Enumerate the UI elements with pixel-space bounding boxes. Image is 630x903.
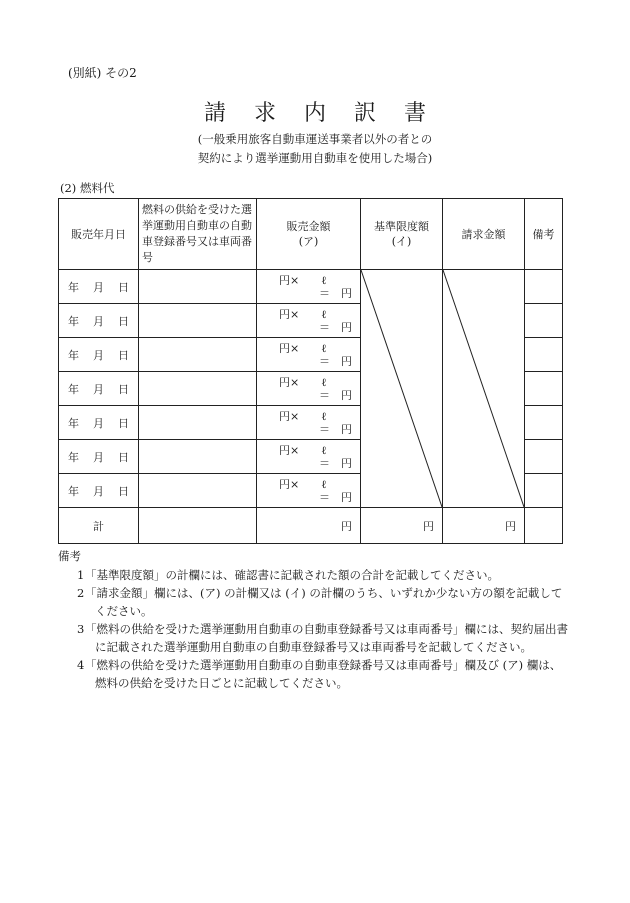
page-label: (別紙) その2 — [68, 66, 137, 80]
page-title: 請求内訳書 — [203, 101, 454, 126]
sales-amount-cell — [257, 338, 361, 372]
date-day: 日 — [118, 348, 129, 362]
header-sale-date: 販売年月日 — [59, 199, 139, 270]
vehicle-number-cell — [139, 338, 257, 372]
header-standard-limit — [361, 199, 443, 270]
sale-date-cell — [59, 406, 139, 440]
sale-date-cell — [59, 270, 139, 304]
date-year: 年 — [68, 348, 79, 362]
remarks-cell — [525, 338, 563, 372]
sale-date-cell — [59, 372, 139, 406]
remarks-cell — [525, 304, 563, 338]
note-number: 2 — [77, 586, 85, 600]
vehicle-number-cell — [139, 474, 257, 508]
note-number: 1 — [77, 568, 85, 582]
vehicle-number-cell — [139, 304, 257, 338]
date-day: 日 — [118, 416, 129, 430]
sales-amount-cell — [257, 406, 361, 440]
date-day: 日 — [118, 484, 129, 498]
vehicle-number-cell — [139, 406, 257, 440]
diagonal-strike — [361, 270, 442, 507]
amount-unit-formula: 円× ℓ — [279, 444, 327, 457]
date-month: 月 — [93, 484, 104, 498]
amount-result-formula: ＝ 円 — [319, 287, 352, 300]
note-text: 「請求金額」欄には、(ア) の計欄又は (イ) の計欄のうち、いずれか少ない方の額を記載してください。 — [85, 586, 563, 618]
date-month: 月 — [93, 416, 104, 430]
sales-amount-cell — [257, 372, 361, 406]
amount-result-formula: ＝ 円 — [319, 491, 352, 504]
diagonal-strike — [443, 270, 524, 507]
total-claim-yen: 円 — [443, 508, 525, 544]
note-item — [58, 656, 568, 692]
amount-result-formula: ＝ 円 — [319, 457, 352, 470]
note-number: 3 — [77, 622, 85, 636]
claim-amount-merged-cell — [443, 270, 525, 508]
total-limit-yen: 円 — [361, 508, 443, 544]
total-remarks-cell — [525, 508, 563, 544]
note-text: 「燃料の供給を受けた選挙運動用自動車の自動車登録番号又は車両番号」欄及び (ア) 欄は、燃料の供給を受けた日ごとに記載してください。 — [85, 658, 562, 690]
header-standard-limit-label: 基準限度額 — [374, 220, 429, 233]
date-month: 月 — [93, 450, 104, 464]
amount-unit-formula: 円× ℓ — [279, 410, 327, 423]
note-text: 「基準限度額」の計欄には、確認書に記載された額の合計を記載してください。 — [85, 568, 499, 582]
date-day: 日 — [118, 382, 129, 396]
sale-date-cell — [59, 304, 139, 338]
notes-heading: 備考 — [58, 549, 81, 563]
amount-result-formula: ＝ 円 — [319, 389, 352, 402]
total-row — [59, 508, 563, 544]
amount-unit-formula: 円× ℓ — [279, 376, 327, 389]
header-sales-amount-label: 販売金額 — [286, 220, 331, 233]
table-header-row — [59, 199, 563, 270]
date-month: 月 — [93, 280, 104, 294]
date-month: 月 — [93, 348, 104, 362]
total-sales-yen: 円 — [257, 508, 361, 544]
table-row — [59, 270, 563, 304]
header-sales-amount-code: (ア) — [298, 235, 319, 248]
remarks-cell — [525, 406, 563, 440]
total-vehicle-cell — [139, 508, 257, 544]
section-label: (2) 燃料代 — [60, 181, 115, 195]
sales-amount-cell — [257, 440, 361, 474]
date-day: 日 — [118, 314, 129, 328]
amount-unit-formula: 円× ℓ — [279, 308, 327, 321]
header-claim-amount: 請求金額 — [443, 199, 525, 270]
note-item — [58, 566, 568, 584]
date-year: 年 — [68, 382, 79, 396]
amount-result-formula: ＝ 円 — [319, 423, 352, 436]
remarks-cell — [525, 440, 563, 474]
date-year: 年 — [68, 484, 79, 498]
subtitle-line-1: (一般乗用旅客自動車運送事業者以外の者との — [197, 132, 433, 146]
remarks-cell — [525, 270, 563, 304]
amount-unit-formula: 円× ℓ — [279, 478, 327, 491]
date-year: 年 — [68, 280, 79, 294]
subtitle-line-2: 契約により選挙運動用自動車を使用した場合) — [197, 151, 433, 165]
total-label: 計 — [59, 508, 139, 544]
date-year: 年 — [68, 450, 79, 464]
note-item — [58, 620, 568, 656]
header-standard-limit-code: (イ) — [391, 235, 412, 248]
note-text: 「燃料の供給を受けた選挙運動用自動車の自動車登録番号又は車両番号」欄には、契約届出書に記載された選挙運動用自動車の自動車登録番号又は車両番号を記載してください。 — [85, 622, 568, 654]
amount-unit-formula: 円× ℓ — [279, 274, 327, 287]
notes-section — [58, 547, 568, 692]
note-number: 4 — [77, 658, 85, 672]
header-vehicle-number: 燃料の供給を受けた選挙運動用自動車の自動車登録番号又は車両番号 — [139, 199, 257, 270]
date-day: 日 — [118, 450, 129, 464]
standard-limit-merged-cell — [361, 270, 443, 508]
amount-unit-formula: 円× ℓ — [279, 342, 327, 355]
sale-date-cell — [59, 440, 139, 474]
date-year: 年 — [68, 314, 79, 328]
vehicle-number-cell — [139, 440, 257, 474]
amount-result-formula: ＝ 円 — [319, 355, 352, 368]
sale-date-cell — [59, 338, 139, 372]
fuel-cost-table — [58, 198, 563, 544]
sale-date-cell — [59, 474, 139, 508]
date-month: 月 — [93, 382, 104, 396]
remarks-cell — [525, 372, 563, 406]
vehicle-number-cell — [139, 372, 257, 406]
sales-amount-cell — [257, 474, 361, 508]
note-item — [58, 584, 568, 620]
header-sales-amount — [257, 199, 361, 270]
header-remarks: 備考 — [525, 199, 563, 270]
sales-amount-cell — [257, 270, 361, 304]
subtitle — [0, 130, 630, 168]
sales-amount-cell — [257, 304, 361, 338]
amount-result-formula: ＝ 円 — [319, 321, 352, 334]
date-year: 年 — [68, 416, 79, 430]
date-month: 月 — [93, 314, 104, 328]
date-day: 日 — [118, 280, 129, 294]
remarks-cell — [525, 474, 563, 508]
vehicle-number-cell — [139, 270, 257, 304]
